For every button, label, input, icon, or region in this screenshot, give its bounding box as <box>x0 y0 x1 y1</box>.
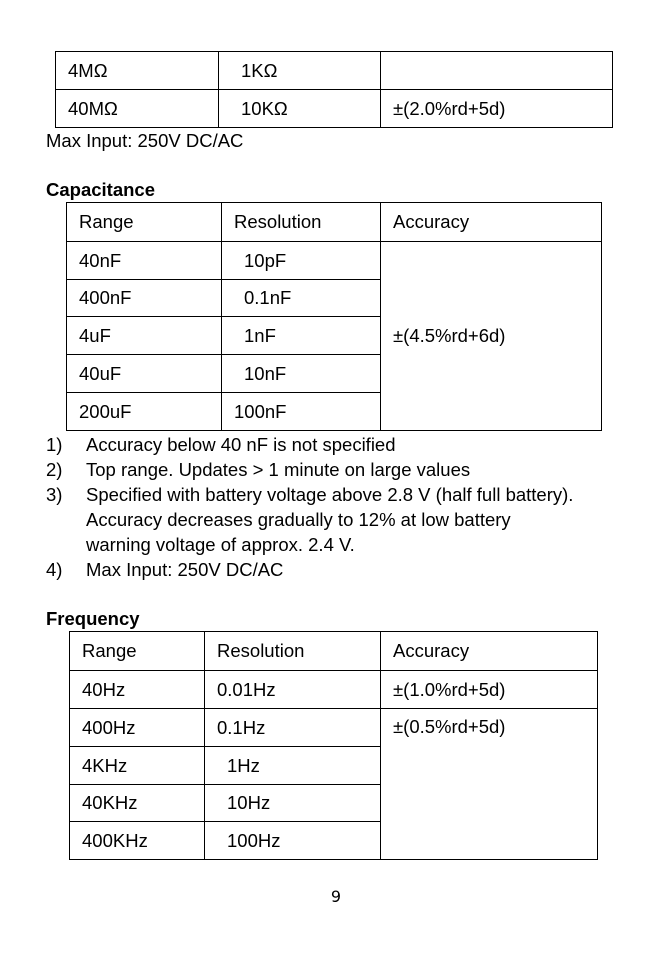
range-cell: 200uF <box>67 393 222 431</box>
note-text: Max Input: 250V DC/AC <box>86 559 284 580</box>
header-accuracy: Accuracy <box>381 203 602 242</box>
header-range: Range <box>67 203 222 242</box>
table-row <box>56 90 613 128</box>
accuracy-cell: ±(1.0%rd+5d) <box>381 671 598 709</box>
table-header-row <box>70 632 598 671</box>
note-number: 3) <box>46 484 63 505</box>
range-cell: 40uF <box>67 355 222 393</box>
resistance-table <box>55 51 613 128</box>
accuracy-cell: ±(0.5%rd+5d) <box>381 709 598 860</box>
note-text-continued: Accuracy decreases gradually to 12% at low battery <box>86 509 511 530</box>
range-cell: 400nF <box>67 280 222 317</box>
accuracy-cell <box>381 52 613 90</box>
note-text: Specified with battery voltage above 2.8 V (half full battery). <box>86 484 574 505</box>
range-cell: 40MΩ <box>56 90 219 128</box>
table-row <box>56 52 613 90</box>
resolution-cell: 1Hz <box>205 747 381 785</box>
resolution-cell: 0.1nF <box>222 280 381 317</box>
resolution-cell: 1nF <box>222 317 381 355</box>
note-item <box>46 459 471 481</box>
resolution-cell: 1KΩ <box>219 52 381 90</box>
resolution-cell: 10Hz <box>205 785 381 822</box>
frequency-table <box>69 631 598 860</box>
note-item <box>46 559 284 581</box>
note-text: Accuracy below 40 nF is not specified <box>86 434 396 455</box>
range-cell: 400Hz <box>70 709 205 747</box>
resolution-cell: 10nF <box>222 355 381 393</box>
range-cell: 4MΩ <box>56 52 219 90</box>
header-range: Range <box>70 632 205 671</box>
range-cell: 4KHz <box>70 747 205 785</box>
page-number: 9 <box>330 887 342 906</box>
range-cell: 40Hz <box>70 671 205 709</box>
table-row <box>67 242 602 280</box>
table-row <box>70 671 598 709</box>
range-cell: 40KHz <box>70 785 205 822</box>
capacitance-table <box>66 202 602 431</box>
resolution-cell: 0.01Hz <box>205 671 381 709</box>
header-accuracy: Accuracy <box>381 632 598 671</box>
note-text-continued: warning voltage of approx. 2.4 V. <box>86 534 355 555</box>
table-row <box>70 709 598 747</box>
resolution-cell: 100nF <box>222 393 381 431</box>
note-number: 4) <box>46 559 63 580</box>
capacitance-heading: Capacitance <box>46 179 155 200</box>
resolution-cell: 100Hz <box>205 822 381 860</box>
note-number: 1) <box>46 434 63 455</box>
note-number: 2) <box>46 459 63 480</box>
note-item <box>46 484 574 506</box>
header-resolution: Resolution <box>222 203 381 242</box>
resolution-cell: 0.1Hz <box>205 709 381 747</box>
range-cell: 400KHz <box>70 822 205 860</box>
resistance-max-input: Max Input: 250V DC/AC <box>46 130 244 151</box>
note-text: Top range. Updates > 1 minute on large values <box>86 459 471 480</box>
header-resolution: Resolution <box>205 632 381 671</box>
note-item <box>46 434 396 456</box>
frequency-heading: Frequency <box>46 608 140 629</box>
accuracy-cell: ±(4.5%rd+6d) <box>381 242 602 431</box>
range-cell: 4uF <box>67 317 222 355</box>
range-cell: 40nF <box>67 242 222 280</box>
resolution-cell: 10pF <box>222 242 381 280</box>
accuracy-cell: ±(2.0%rd+5d) <box>381 90 613 128</box>
resolution-cell: 10KΩ <box>219 90 381 128</box>
table-header-row <box>67 203 602 242</box>
